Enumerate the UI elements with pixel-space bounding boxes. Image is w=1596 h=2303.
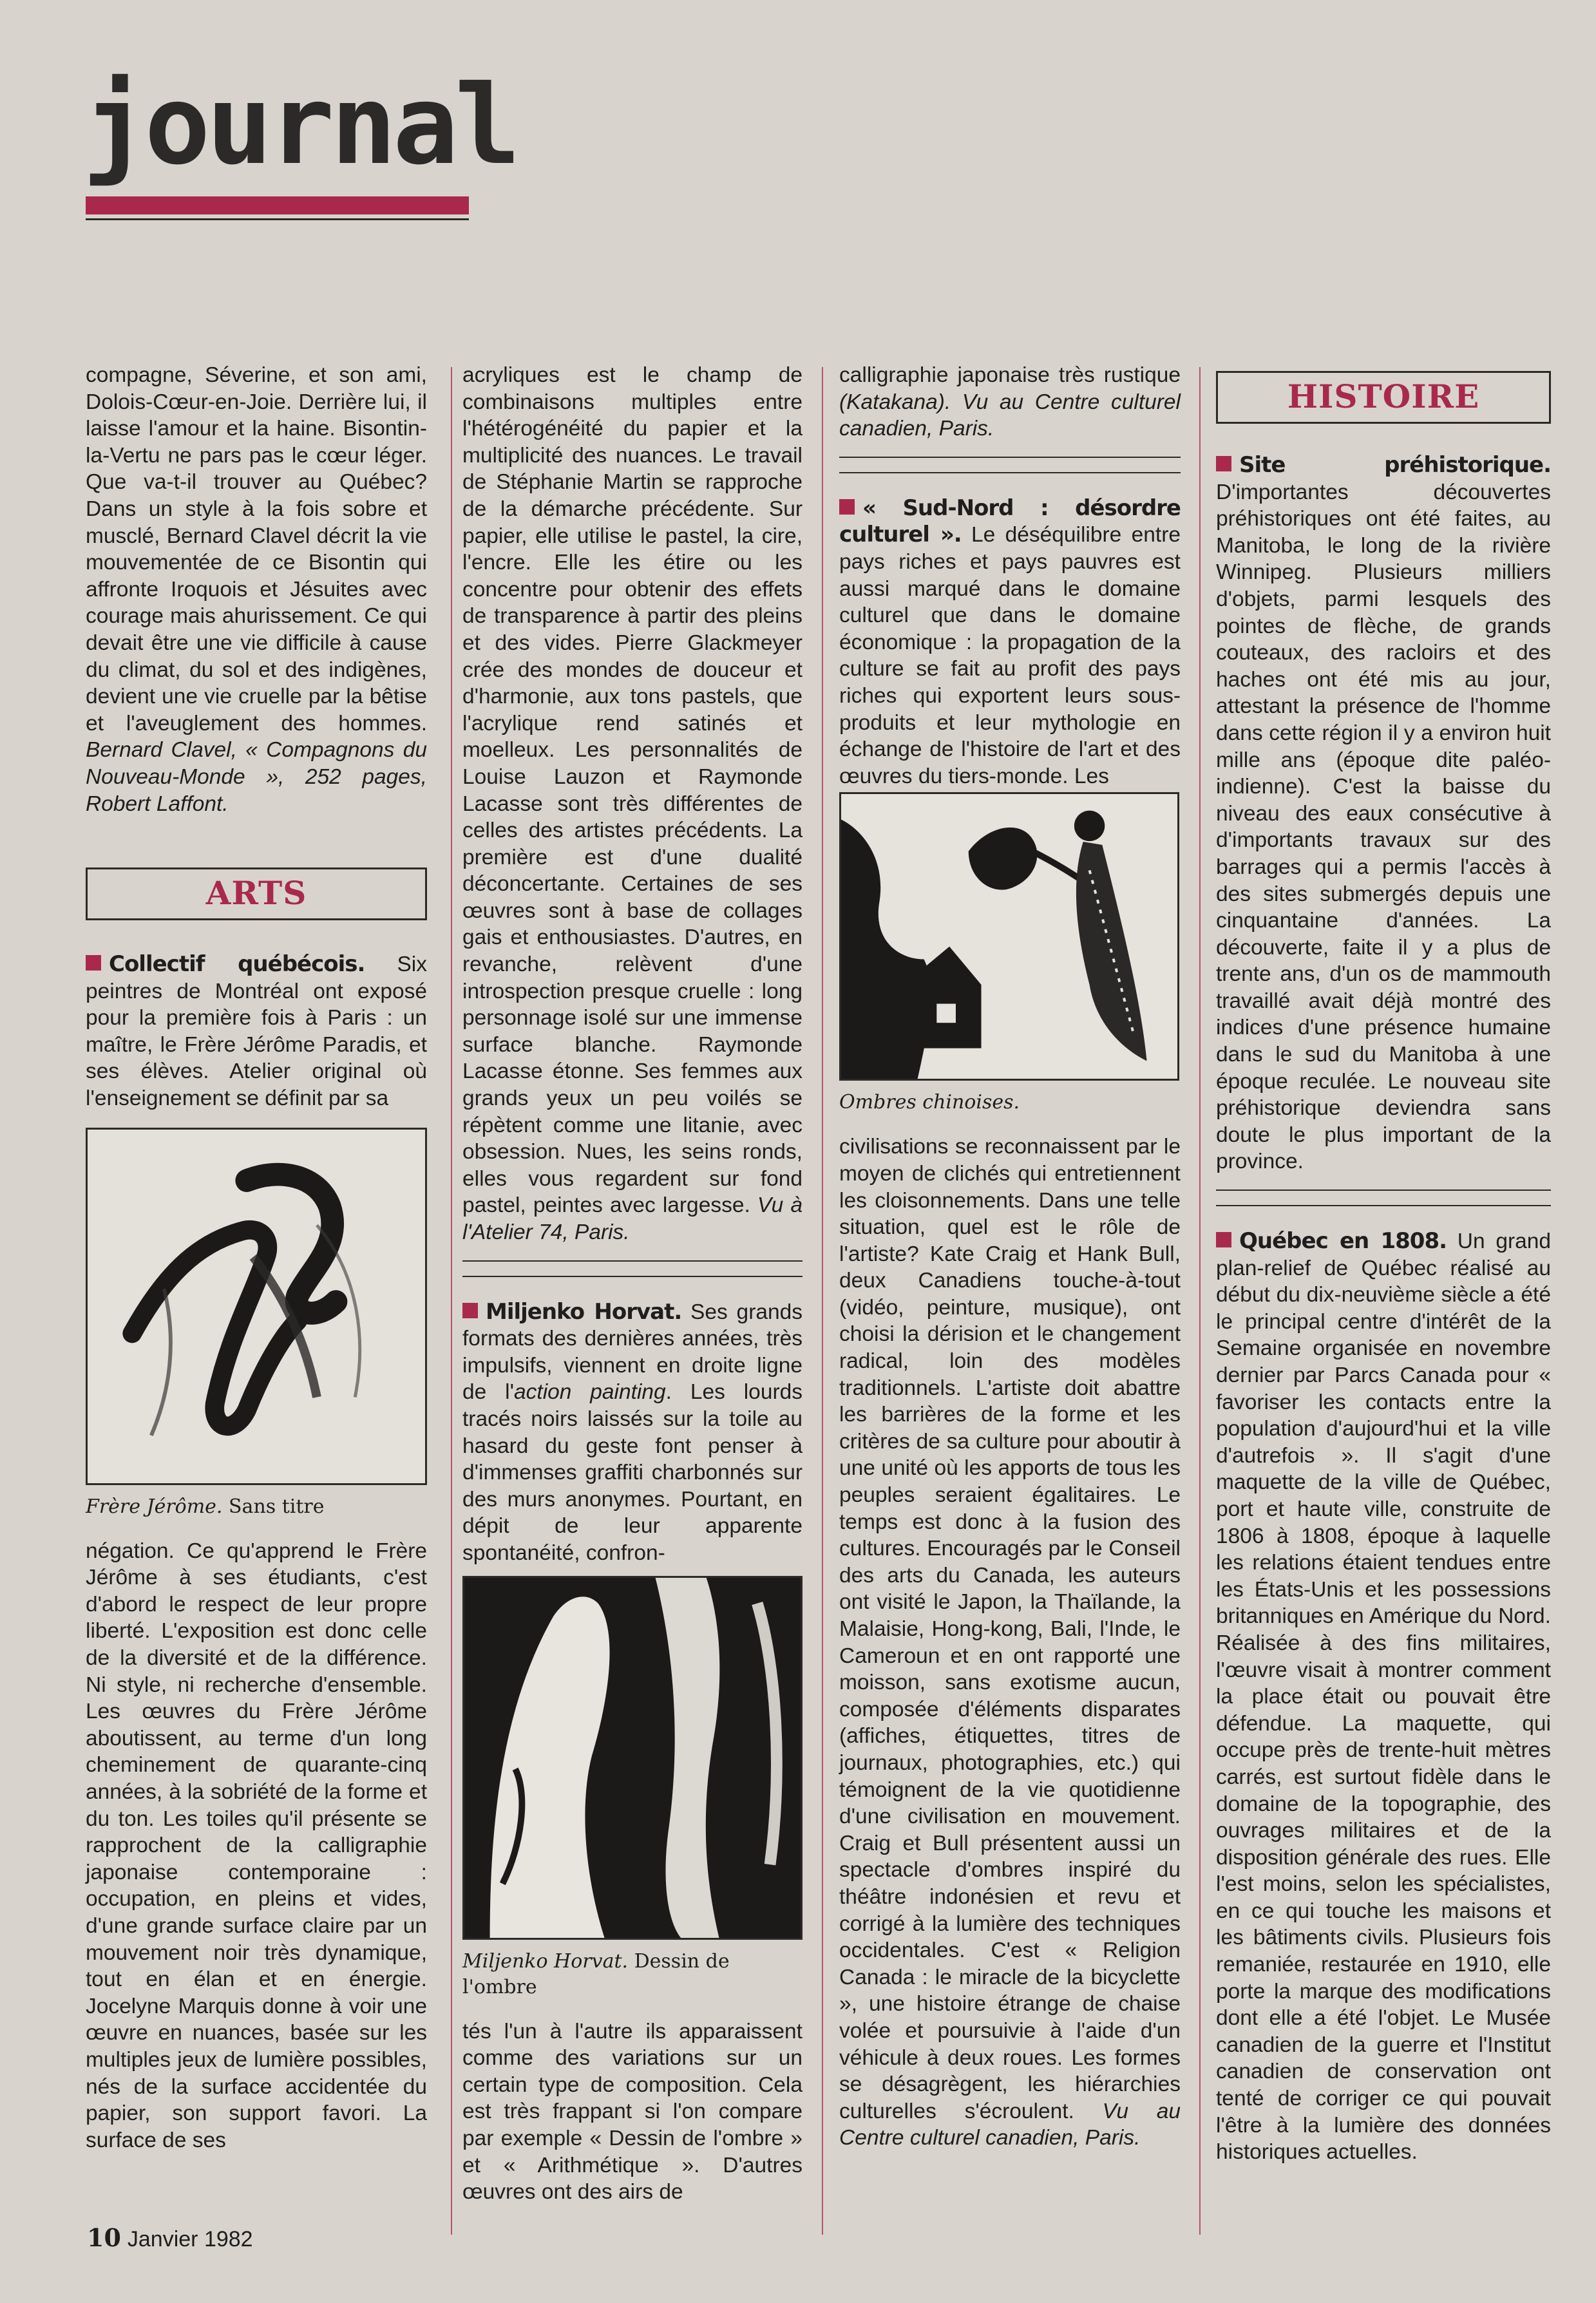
masthead-title: journal [82, 62, 517, 189]
column-3 [839, 362, 1181, 2152]
shadow-puppet-icon [841, 794, 1177, 1079]
column-rule-2 [822, 367, 823, 2235]
bullet-square-icon [462, 1303, 478, 1318]
article-heading: Site préhistorique. [1239, 452, 1551, 478]
article-text: compagne, Séverine, et son ami, Dolois-Cœur-en-Joie. Derrière lui, il laisse l'amour et la haine. Bisontin-la-Vertu ne pars pas le cœur léger. Que va-t-il trouver au Québec? Dans un style à la fois sobre et musclé, Bernard Clavel décrit la vie mouvementée de ce Bisontin qui affronte Iroquois et Jésuites avec courage mais ahurissement. Ce qui devait être une vie difficile à cause du climat, du sol et des indigènes, devient une vie cruelle par la bêtise et l'aveuglement des hommes. Bernard Clavel, « Compagnons du Nouveau-Monde », 252 pages, Robert Laffont. [86, 363, 427, 816]
bullet-square-icon [839, 499, 855, 515]
article-sud-nord: « Sud-Nord : désordre culturel ». Le déséquilibre entre pays riches et pays pauvres est aussi marqué dans le domaine culturel que dans le domaine économique : la propagation de la culture se fait au profit des pays riches qui exportent leurs sous-produits et leur mythologie en échange de l'histoire de l'art et des œuvres du tiers-monde. Les [839, 495, 1181, 788]
article-quebec-1808: Québec en 1808. Un grand plan-relief de Québec réalisé au début du dix-neuvième siècle a été le principal centre d'intérêt de la Semaine organisée en novembre dernier par Parcs Canada pour « favoriser les contacts entre la population d'aujourd'hui et la ville d'autrefois ». Il s'agit d'une maquette de la ville de Québec, port et haute ville, construite de 1806 à 1808, époque à laquelle les relations étaient tendues entre les États-Unis et les possessions britanniques en Amérique du Nord. Réalisée à des fins militaires, l'œuvre visait à montrer comment la place était ou pouvait être défendue. La maquette, qui occupe près de trente-huit mètres carrés, est surtout fidèle dans le domaine de la topographie, des ouvrages militaires et de la disposition générale des rues. Elle l'est moins, selon les spécialistes, en ce qui touche les maisons et les bâtiments civils. Plusieurs fois remaniée, restaurée en 1910, elle porte la marque des modifications dont elle a été l'objet. Le Musée canadien de la guerre et l'Institut canadien de conservation ont tenté de corriger ce qui pouvait l'être à la lumière des données historiques actuelles. [1216, 1228, 1552, 2165]
bullet-square-icon [86, 955, 101, 971]
column-rule-1 [451, 367, 452, 2235]
article-text: civilisations se reconnaissent par le moyen de clichés qui entretiennent les cloisonnements. Dans une telle situation, quel est le rôle de l'artiste? Kate Craig et Hank Bull, deux Canadiens touche-à-tout (vidéo, peinture, musique), ont choisi la dérision et le changement radical, loin des modèles traditionnels. L'artiste doit abattre les barrières de la forme et les critères de sa culture pour aboutir à une unité où les apports de tous les peuples seraient égalitaires. Le temps est donc à la fusion des cultures. Encouragés par le Conseil des arts du Canada, les auteurs ont visité le Japon, la Thaïlande, la Malaisie, Hong-kong, Bali, l'Inde, le Cameroun et en ont rapporté une moisson, sans exotisme aucun, composée d'éléments disparates (affiches, étiquettes, titres de journaux, photographies, etc.) qui témoignent de la vie quotidienne d'une civilisation en mouvement. Craig et Bull présentent aussi un spectacle d'ombres inspiré du théâtre indonésien et revu et corrigé à la lumière des techniques occidentales. C'est « Religion Canada : le miracle de la bicyclette », une histoire étrange de chaise volée et poursuivie à l'aide d'un véhicule à deux roues. Les formes se désagrègent, les hiérarchies culturelles s'écroulent. Vu au Centre culturel canadien, Paris. [839, 1135, 1181, 2150]
article-horvat: Miljenko Horvat. Ses grands formats des dernières années, très impulsifs, viennent en droite ligne de l'action painting. Les lourds tracés noirs laissés sur la toile au hasard du geste font penser à d'immenses graffiti charbonnés sur des murs anonymes. Pourtant, en dépit de leur apparente spontanéité, confron- [462, 1298, 803, 1565]
bullet-square-icon [1216, 1232, 1231, 1247]
article-text: tés l'un à l'autre ils apparaissent comme des variations sur un certain type de composition. Cela est très frappant si l'on compare par exemple « Dessin de l'ombre » et « Arithmétique ». D'autres œuvres ont des airs de [462, 2019, 803, 2204]
article-collectif: Collectif québécois. Six peintres de Montréal ont exposé pour la première fois à Paris : un maître, le Frère Jérôme Paradis, et ses élèves. Atelier original où l'enseignement se définit par sa [86, 951, 427, 1111]
section-heading-arts: ARTS [86, 867, 427, 920]
article-text: négation. Ce qu'apprend le Frère Jérôme à ses étudiants, c'est d'abord le respect de leur propre liberté. L'exposition est donc celle de la diversité et de la différence. Ni style, ni recherche d'ensemble. Les œuvres du Frère Jérôme aboutissent, au terme d'un long cheminement de quarante-cinq années, à la sobriété de la forme et du ton. Les toiles qu'il présente se rapprochent de la calligraphie japonaise contemporaine : occupation, en pleins et vides, d'une grande surface claire par un mouvement noir très dynamique, tout en élan et en énergie. Jocelyne Marquis donne à voir une œuvre en nuances, basée sur les multiples jeux de lumière possibles, nés de la surface accidentée du papier, son support favori. La surface de ses [86, 1539, 427, 2152]
article-heading: Collectif québécois. [109, 951, 365, 978]
photo-horvat [462, 1576, 803, 1940]
article-text: acryliques est le champ de combinaisons multiples entre l'hétérogénéité du papier et la multiplicité des nuances. Le travail de Stéphanie Martin se rapproche de la démarche précédente. Sur papier, elle utilise le pastel, la cire, l'encre. Elle les étire ou les concentre pour obtenir des effets de transparence à partir des pleins et des vides. Pierre Glackmeyer crée des mondes de douceur et d'harmonie, aux tons pastels, que l'acrylique rend satinés et moelleux. Les personnalités de Louise Lauzon et Raymonde Lacasse sont très différentes de celles des artistes précédents. La première est d'une dualité déconcertante. Certaines de ses œuvres sont à base de collages gais et enthousiastes. D'autres, en revanche, relèvent d'une introspection presque cruelle : long personnage isolé sur une immense surface blanche. Raymonde Lacasse étonne. Ses femmes aux grands yeux un peu voilés se répètent comme une litanie, avec obsession. Nues, les seins ronds, elles vous regardent sur fond pastel, peintes avec largesse. Vu à l'Atelier 74, Paris. [462, 363, 803, 1244]
page-number: 10 [87, 2223, 121, 2252]
column-2 [462, 362, 803, 2206]
article-divider [1216, 1189, 1551, 1206]
section-heading-histoire: HISTOIRE [1216, 371, 1551, 424]
calligraphy-artwork-icon [88, 1130, 425, 1483]
venue-credit: Vu à l'Atelier 74, Paris. [462, 1193, 803, 1244]
photo-caption: Ombres chinoises. [839, 1091, 1020, 1114]
venue-credit: Vu au Centre culturel canadien, Paris. [839, 2099, 1181, 2150]
photo-caption: Frère Jérôme. Sans titre [86, 1495, 325, 1518]
venue-credit: (Katakana). Vu au Centre culturel canadien, Paris. [839, 390, 1181, 441]
bullet-square-icon [1216, 456, 1231, 471]
article-site-prehistorique: Site préhistorique. D'importantes découvertes préhistoriques ont été faites, au Manitoba, le long de la rivière Winnipeg. Plusieurs milliers d'objets, parmi lesquels des pointes de flèche, de grands couteaux, des racloirs et des haches ont été mis au jour, attestant la présence de l'homme dans cette région il y a environ huit mille ans (époque dite paléo-indienne). C'est la baisse du niveau des eaux consécutive à d'importants travaux sur des barrages qui a permis l'accès à des sites submergés depuis une cinquantaine d'années. La découverte, faite il y a plus de trente ans, d'un os de mammouth travaillé avait déjà montré des indices d'une présence humaine dans le sud du Manitoba à une époque reculée. Le nouveau site préhistorique deviendra sans doute le plus important de la province. [1216, 452, 1551, 1174]
issue-date: Janvier 1982 [127, 2227, 253, 2251]
page-folio [87, 2223, 253, 2252]
article-heading: Miljenko Horvat. [486, 1298, 682, 1325]
column-4 [1216, 362, 1551, 2166]
article-text: calligraphie japonaise très rustique (Katakana). Vu au Centre culturel canadien, Paris. [839, 363, 1181, 441]
article-heading: Québec en 1808. [1239, 1228, 1447, 1255]
masthead-accent-bar [86, 196, 469, 214]
article-divider [839, 457, 1181, 473]
abstract-painting-icon [464, 1578, 801, 1938]
photo-caption: Miljenko Horvat. Dessin de l'ombre [462, 1949, 730, 1998]
photo-frere-jerome [86, 1128, 427, 1485]
column-rule-3 [1199, 367, 1201, 2235]
masthead-rule [86, 218, 469, 220]
article-divider [462, 1260, 803, 1277]
article-heading: « Sud-Nord : désordre culturel ». [839, 495, 1181, 548]
photo-ombres-chinoises [839, 792, 1179, 1081]
book-credit: Bernard Clavel, « Compagnons du Nouveau-Monde », 252 pages, Robert Laffont. [86, 738, 427, 816]
column-1 [86, 362, 427, 2154]
